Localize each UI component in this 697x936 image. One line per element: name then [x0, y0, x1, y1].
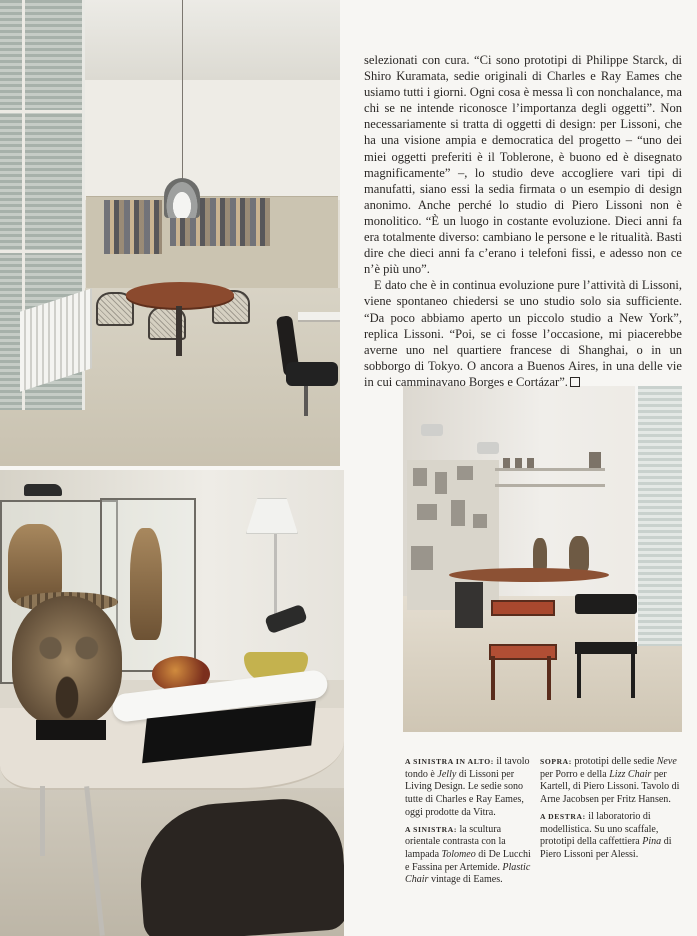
shelf [495, 468, 605, 471]
table-base [176, 306, 182, 356]
chair-leg [547, 656, 551, 700]
lamp-cord [182, 0, 183, 180]
caption-text: vintage di Eames. [428, 874, 503, 886]
office-chair [280, 316, 338, 416]
pinned-sheet [473, 514, 487, 528]
model-car [24, 484, 62, 496]
caption-lead: A SINISTRA: [405, 824, 457, 834]
wooden-figure [130, 528, 162, 640]
caption-product-name: Pina [642, 836, 662, 848]
chair-leg [491, 656, 495, 700]
model-figure [569, 536, 589, 572]
pinned-photos [104, 200, 162, 254]
caption-lead: A SINISTRA IN ALTO: [405, 757, 494, 766]
model-figure [533, 538, 547, 572]
caption-right [540, 811, 680, 862]
paragraph-text: E dato che è in continua evoluzione pure l’attività di Lissoni, viene spontaneo chiedersi se uno studio solo sia sufficiente. “Da poco abbiamo aperto un piccolo studio a New York”, replica Lissoni. “Poi, se ci fosse l’occasione, mi piacerebbe averne uno nel quartiere francese di Shanghai, o in un sobborgo di Tokyo. O ancora a Buenos Aires, in una delle vie in cui camminavano Borges e Cortázar”. [364, 278, 682, 389]
caption-product-name: Tolomeo [441, 848, 476, 860]
chair-back [575, 594, 637, 614]
pinned-sheet [457, 466, 473, 480]
pina-coffee-maker [503, 458, 510, 468]
caption-top-left [405, 756, 537, 820]
sculpture-base [36, 720, 106, 740]
chair-seat [575, 642, 637, 654]
captions-right-column [540, 756, 680, 866]
article-paragraph [364, 277, 682, 390]
shelf [495, 484, 605, 487]
oriental-mask-sculpture [12, 596, 122, 726]
window [635, 386, 682, 646]
caption-text: per Porro e della [540, 768, 610, 780]
article-body [364, 52, 682, 390]
pinned-sheet [413, 468, 427, 486]
caption-text: prototipi delle sedie [571, 756, 657, 767]
caption-lead: A DESTRA: [540, 811, 586, 821]
lizz-chair-prototype [575, 594, 637, 698]
caption-product-name: Neve [656, 756, 677, 767]
pinned-sheet [435, 472, 447, 494]
chair-leg [631, 654, 635, 698]
caption-product-name: Lizz Chair [609, 768, 652, 780]
pinboard [407, 460, 499, 610]
article-paragraph: selezionati con cura. “Ci sono prototipi di Philippe Starck, di Shiro Kuramata, sedie originali di Charles e Ray Eames che usiamo tutti i giorni. Ogni cosa è messa lì con nonchalance, ma chi se ne intende riconosce l’importanza degli oggetti”. Non necessariamente si tratta di oggetti di design: per Lissoni, che ha una visione ampia e democratica del progetto – “uno dei miei oggetti preferiti è il Toblerone, è buono ed è disegnato magnificamente” –, lo studio deve accogliere vari tipi di manufatti, siano essi la sedia firmata o un esempio di design anonimo. Anche perché lo studio di Piero Lissoni non è monolitico. “È un luogo in costante evoluzione. Dieci anni fa era totalmente diverso: cambiano le persone e le ritualità. Basti dire che dieci anni fa c’erano i telefoni fissi, e adesso non ce n’è più uno”. [364, 53, 682, 277]
caption-text: di Lissoni per Living Design. Le sedie sono tutte di Charles e Ray Eames, oggi prodotte da Vitra. [405, 768, 524, 818]
window-mullion [0, 110, 82, 113]
chair-back [491, 600, 555, 616]
cabinet [455, 582, 483, 628]
caption-text: il tavolo tondo è [405, 756, 530, 780]
spotlight [421, 424, 443, 436]
pinned-sheet [411, 546, 433, 570]
chair-base [304, 386, 308, 416]
caption-above [540, 756, 680, 807]
table-leg [40, 786, 45, 856]
chair-seat [286, 362, 338, 386]
caption-product-name: Plastic Chair [405, 861, 531, 886]
chair-leg [577, 654, 581, 698]
caption-text: il laboratorio di modellistica. Su uno scaffale, prototipi della caffettiera [540, 810, 659, 848]
caption-lead: SOPRA: [540, 757, 572, 766]
caption-text: di Piero Lissoni per Alessi. [540, 836, 672, 860]
photo-studio-round-table [0, 0, 340, 466]
caption-product-name: Jelly [437, 768, 457, 780]
neve-chair-prototype [489, 600, 553, 700]
pinned-sheet [451, 500, 465, 526]
window-mullion [0, 250, 82, 253]
jacobsen-table [449, 568, 609, 582]
caption-left [405, 824, 537, 888]
photo-modeling-lab [403, 386, 682, 732]
end-of-article-mark [570, 377, 580, 387]
spotlight [477, 442, 499, 454]
pina-coffee-maker [515, 458, 522, 468]
shelf-object [589, 452, 601, 468]
pinned-sheet [417, 504, 437, 520]
back-wall [82, 80, 340, 200]
captions-left-column [405, 756, 537, 891]
caption-text: per Kartell, di Piero Lissoni. Tavolo di Arne Jacobsen per Fritz Hansen. [540, 768, 680, 806]
round-table [126, 282, 234, 308]
pina-coffee-maker [527, 458, 534, 468]
caption-text: la scultura orientale contrasta con la lampada [405, 823, 506, 860]
photo-desk-sculpture [0, 470, 344, 936]
pendant-lamp [164, 178, 200, 218]
caption-text: di De Lucchi e Fassina per Artemide. [405, 848, 531, 873]
